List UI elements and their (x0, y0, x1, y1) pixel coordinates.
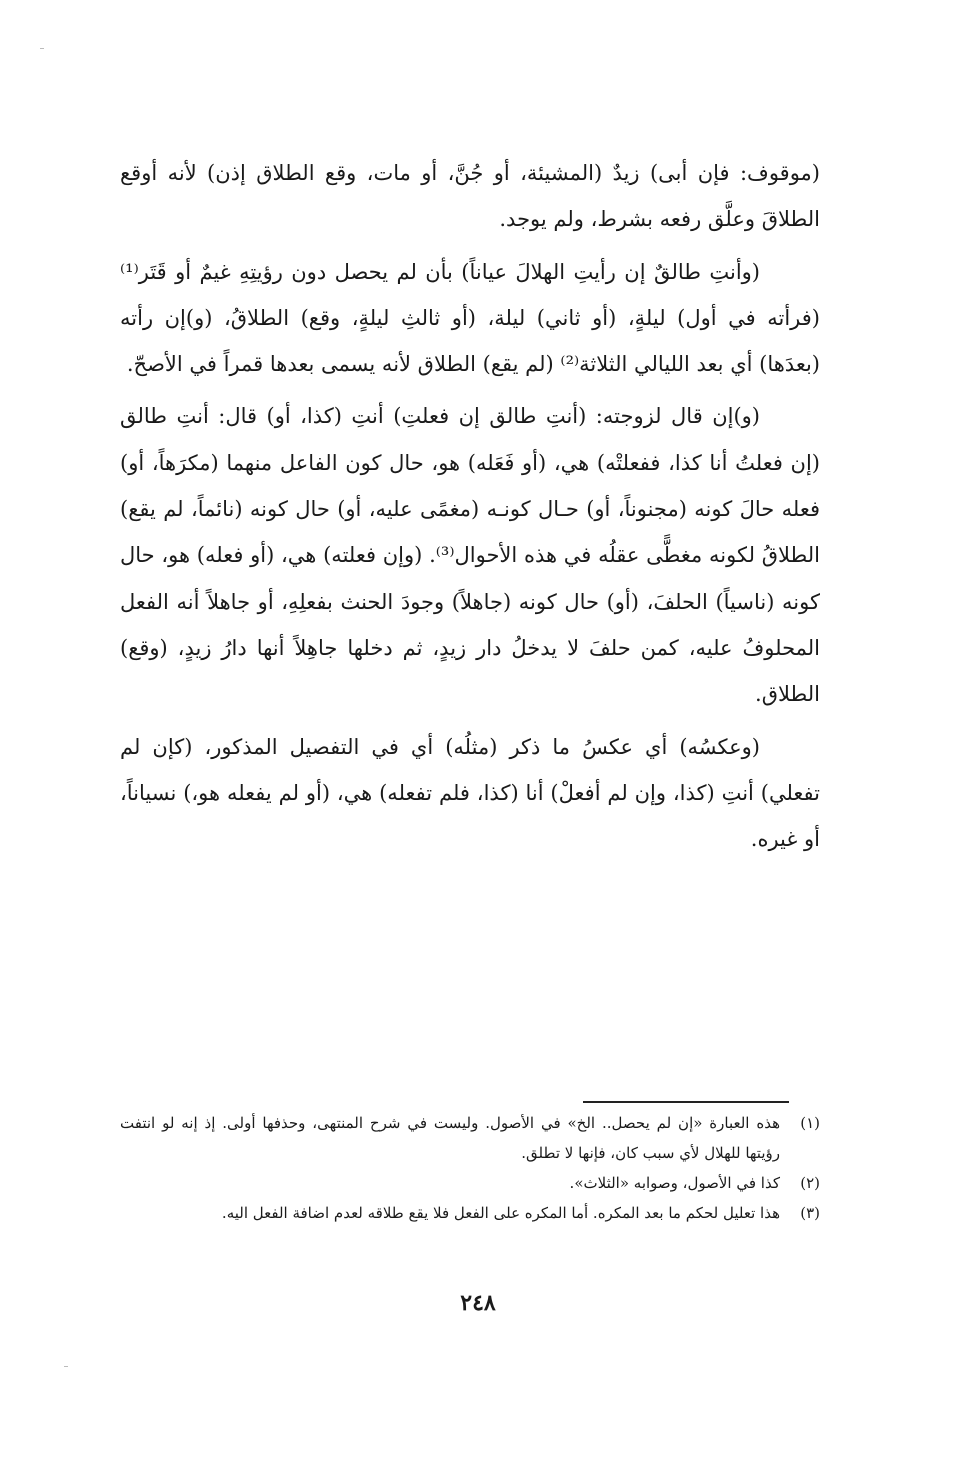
footnotes (120, 1108, 820, 1228)
footnote-number: (١) (800, 1114, 820, 1132)
footnote-text: كذا في الأصول، وصوابه «الثلاث». (569, 1174, 780, 1192)
paragraph-4: (وعكسُه) أي عكسُ ما ذكر (مثلُه) أي في التفصيل المذكور، (كإن لم تفعلي) أنتِ (كذا، وإن لم أفعلْ) أنا (كذا، فلم تفعله) هي، (أو لم يفعله هو،) نسياناً، أو غيره. (120, 734, 820, 852)
scan-speck (64, 1366, 68, 1367)
main-text (120, 150, 820, 868)
footnote-separator (583, 1101, 789, 1103)
page-number: ٢٤٨ (460, 1290, 496, 1316)
footnote-1 (120, 1108, 820, 1168)
footnote-2 (120, 1168, 820, 1198)
paragraph-1: (موقوف: فإن أبى) زيدٌ (المشيئة، أو جُنَّ، أو مات، وقع الطلاق إذن) لأنه أوقع الطلاقَ وعلَّق رفعه بشرط، ولم يوجد. (120, 161, 820, 232)
footnote-text: هذا تعليل لحكم ما بعد المكره. أما المكره على الفعل فلا يقع طلاقه لعدم اضافة الفعل اليه. (221, 1204, 780, 1222)
footnote-text: هذه العبارة «إن لم يحصل.. الخ» في الأصول. وليست في شرح المنتهى، وحذفها أولى. إذ إنه لو انتفت رؤيتها للهلال لأي سبب كان، فإنها لا تطلق. (120, 1114, 780, 1162)
scan-speck (40, 48, 44, 49)
footnote-number: (٣) (800, 1204, 820, 1222)
paragraph-2: (وأنتِ طالقٌ إن رأيتِ الهلالَ عياناً) بأن لم يحصل دون رؤيتِهِ غيمٌ أو قَتَر⁽¹⁾ (فرأته في أول) ليلةٍ، (أو ثاني) ليلة، (أو ثالثِ ليلةٍ، وقع) الطلاقُ، (و)إن رأته (بعدَها) أي بعد الليالي الثلاثة⁽²⁾ (لم يقع) الطلاق لأنه يسمى بعدها قمراً في الأصحّ. (120, 259, 820, 377)
footnote-number: (٢) (800, 1174, 820, 1192)
footnote-3 (120, 1198, 820, 1228)
paragraph-3: (و)إن قال لزوجته: (أنتِ طالق إن فعلتِ) أنتِ (كذا، أو) قال: أنتِ طالق (إن فعلتُ أنا كذا، ففعلتْه) هي، (أو فَعَله) هو، حال كون الفاعل منهما (مكرَهاً، أو) فعله حالَ كونه (مجنوناً، أو) حـال كونـه (مغمًى عليه، أو) حال كونه (نائماً، لم يقع) الطلاقُ لكونه مغطًّى عقلُه في هذه الأحوال⁽³⁾. (وإن فعلته) هي، (أو فعله) هو، حال كونه (ناسياً) الحلفَ، (أو) حال كونه (جاهلاً) وجودَ الحنث بفعلِهِ، أو جاهلاً أنه الفعل المحلوفُ عليه، كمن حلفَ لا يدخلُ دار زيدٍ، ثم دخلها جاهِلاً أنها دارُ زيدٍ، (وقع) الطلاق. (120, 404, 820, 707)
